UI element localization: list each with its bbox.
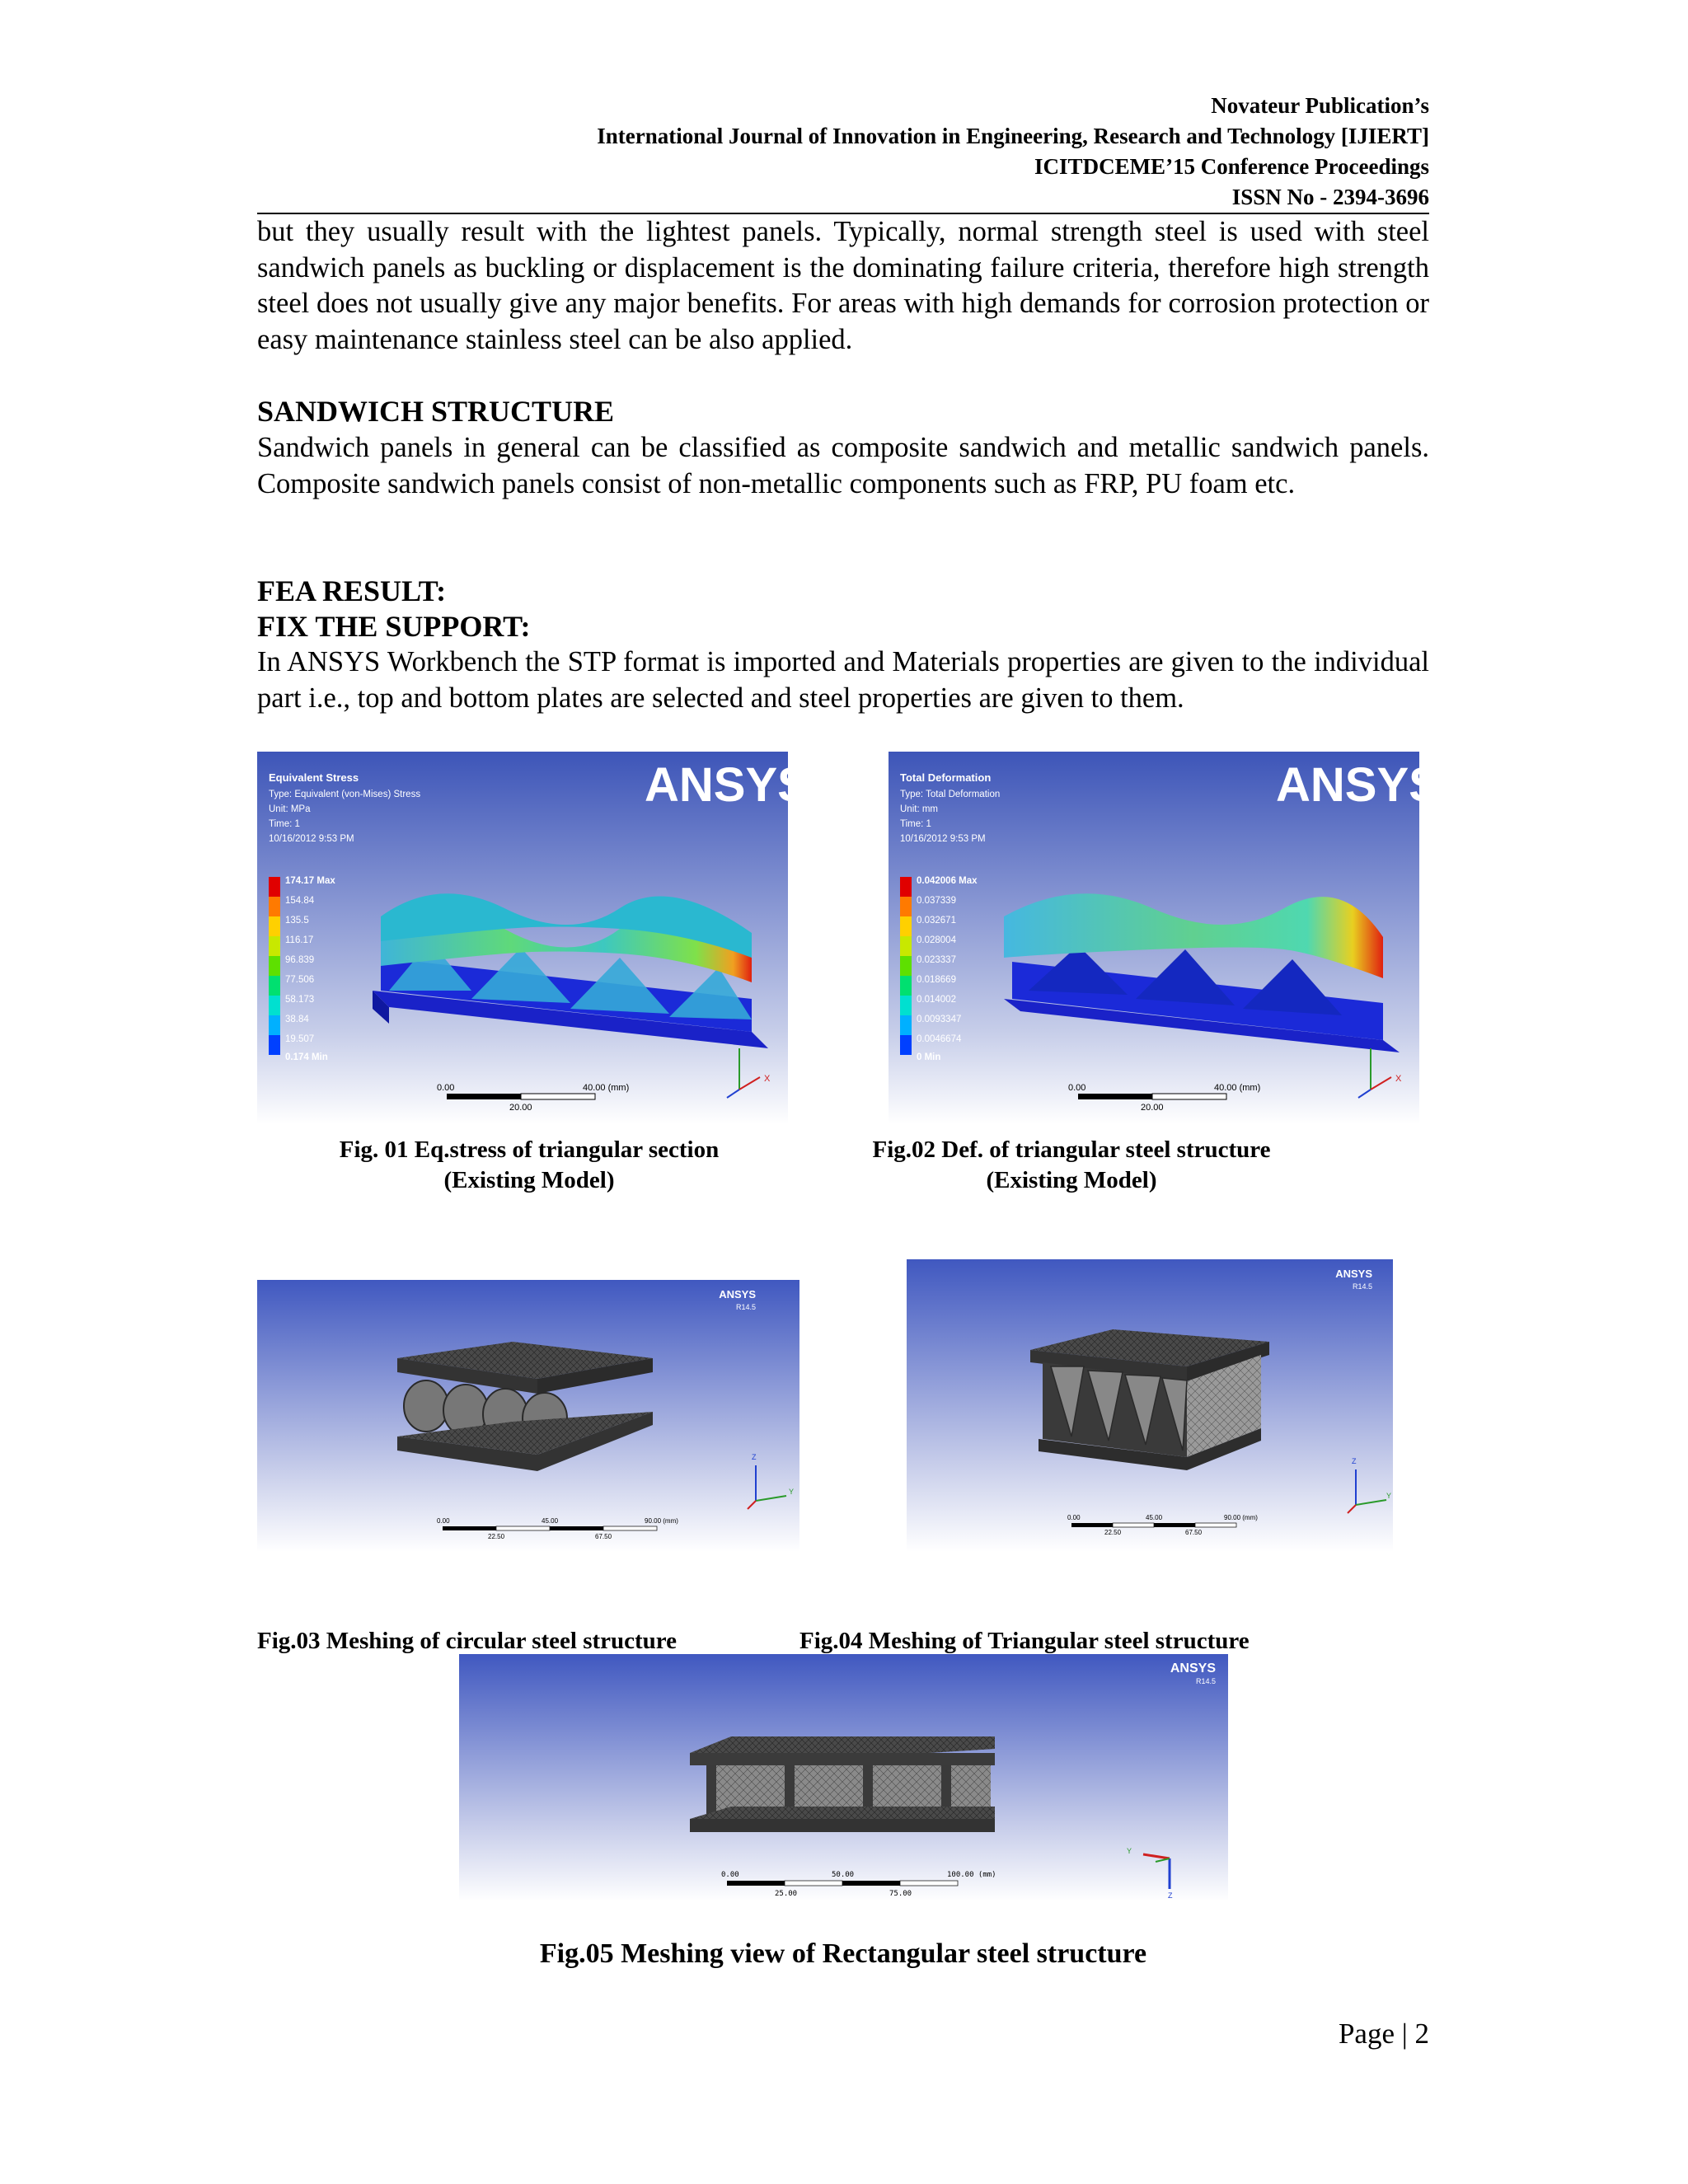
plot-unit: Unit: mm [900,804,938,814]
circular-mesh-view [257,1280,799,1552]
axis-label: X [764,1074,771,1084]
plot-type: Type: Total Deformation [900,790,1001,799]
figure-2-caption [812,1135,1331,1196]
heading-fix-support: FIX THE SUPPORT: [257,610,531,643]
scale-label: 50.00 [832,1871,855,1879]
legend-value: 154.84 [285,896,315,906]
paragraph-ansys: In ANSYS Workbench the STP format is imported and Materials properties are given to the individual part i.e., top and bottom plates are selected and steel properties are given to them. [257,646,1429,714]
ansys-logo: ANSYS [1276,758,1441,812]
legend-value: 0.032671 [917,916,956,926]
legend-value: 0.174 Min [285,1052,328,1062]
figure-circular-mesh [257,1280,799,1552]
scale-label: 67.50 [595,1533,612,1540]
ansys-logo: ANSYS [645,758,809,812]
scale-label: 25.00 [775,1890,798,1898]
triangular-mesh-view [907,1259,1393,1552]
scale-label: 90.00 (mm) [645,1517,678,1525]
caption-line: Fig. 01 Eq.stress of triangular section [339,1137,720,1163]
scale-label: 90.00 (mm) [1224,1514,1258,1521]
legend-value: 0 Min [917,1052,941,1062]
legend-value: 0.0046674 [917,1034,962,1044]
ansys-logo: ANSYS [1335,1268,1372,1280]
scale-label: 40.00 (mm) [1214,1083,1261,1093]
paragraph-sandwich: Sandwich panels in general can be classified as composite sandwich and metallic sandwich panels. Composite sandwich panels consist of non-metallic components such as FRP, PU foam etc. [257,432,1429,499]
figure-5-caption: Fig.05 Meshing view of Rectangular steel structure [539,1938,1147,1969]
conference-name: ICITDCEME’15 Conference Proceedings [1034,154,1429,179]
paragraph-steel: but they usually result with the lightest panels. Typically, normal strength steel is used with steel sandwich panels as buckling or displacement is the dominating failure criteria, therefore high strength steel does not usually give any major benefits. For areas with high demands for corrosion protection or easy maintenance stainless steel can be also applied. [257,216,1429,355]
scale-label: 0.00 [1067,1514,1081,1521]
page-header [597,91,1429,213]
scale-label: 20.00 [509,1103,532,1113]
fea-deformation-plot [889,752,1441,1124]
scale-label: 67.50 [1185,1529,1203,1536]
journal-name: International Journal of Innovation in Engineering, Research and Technology [IJIERT] [597,124,1429,148]
scale-label: 22.50 [1104,1529,1122,1536]
caption-line: (Existing Model) [986,1167,1157,1193]
axis-label: Z [1168,1891,1173,1900]
legend-value: 0.014002 [917,995,956,1005]
ansys-logo: ANSYS [719,1288,756,1301]
caption-line: Fig.02 Def. of triangular steel structure [872,1137,1271,1163]
publisher-name: Novateur Publication’s [1211,93,1429,118]
version-label: R14.5 [1195,1677,1216,1685]
axis-label: Y [1127,1847,1132,1855]
plot-title: Equivalent Stress [269,771,359,784]
axis-label: X [1395,1074,1402,1084]
heading-fea-result: FEA RESULT: [257,574,447,607]
page-number: Page | 2 [1338,2018,1429,2050]
plot-time: Time: 1 [900,819,931,829]
figure-triangular-mesh [907,1259,1393,1552]
heading-sandwich-structure: SANDWICH STRUCTURE [257,395,615,428]
scale-label: 20.00 [1141,1103,1164,1113]
legend-value: 0.018669 [917,975,956,985]
legend-value: 0.0093347 [917,1015,962,1024]
fea-stress-plot [257,752,809,1124]
axis-label: Y [1386,1492,1392,1500]
scale-label: 75.00 [889,1890,912,1898]
legend-value: 0.037339 [917,896,956,906]
figure-rectangular-mesh [459,1654,1228,1901]
scale-label: 40.00 (mm) [583,1083,630,1093]
axis-label: Z [752,1453,757,1461]
scale-label: 22.50 [488,1533,505,1540]
scale-label: 45.00 [1146,1514,1163,1521]
axis-label: Y [789,1488,795,1496]
plot-time: Time: 1 [269,819,300,829]
axis-label: Z [1352,1457,1357,1465]
plot-date: 10/16/2012 9:53 PM [269,834,354,844]
figure-total-deformation [889,752,1441,1124]
ansys-logo: ANSYS [1170,1661,1216,1675]
caption-line: (Existing Model) [443,1167,615,1193]
rectangular-mesh-model [690,1736,995,1832]
legend-value: 77.506 [285,975,315,985]
version-label: R14.5 [735,1303,756,1311]
scale-label: 0.00 [1068,1083,1086,1093]
legend-value: 38.84 [285,1015,309,1024]
scale-label: 45.00 [542,1517,559,1525]
figure-4-caption: Fig.04 Meshing of Triangular steel structure [799,1628,1250,1654]
legend-value: 135.5 [285,916,309,926]
rectangular-mesh-view [459,1654,1228,1901]
legend-value: 174.17 Max [285,876,335,886]
figure-1-caption [257,1135,801,1196]
plot-title: Total Deformation [900,771,992,784]
scale-label: 0.00 [437,1517,450,1525]
scale-label: 100.00 (mm) [947,1871,996,1879]
scale-label: 0.00 [721,1871,739,1879]
legend-value: 0.023337 [917,955,956,965]
issn: ISSN No - 2394-3696 [1231,185,1429,209]
legend-value: 0.042006 Max [917,876,978,886]
legend-value: 58.173 [285,995,315,1005]
figure-equivalent-stress [257,752,809,1124]
legend-value: 19.507 [285,1034,315,1044]
legend-value: 0.028004 [917,935,956,945]
plot-unit: Unit: MPa [269,804,311,814]
legend-value: 116.17 [285,935,314,945]
plot-date: 10/16/2012 9:53 PM [900,834,986,844]
plot-type: Type: Equivalent (von-Mises) Stress [269,790,421,799]
figure-3-caption: Fig.03 Meshing of circular steel structure [257,1628,678,1654]
scale-label: 0.00 [437,1083,455,1093]
triangular-mesh-model [1030,1329,1269,1470]
legend-value: 96.839 [285,955,315,965]
version-label: R14.5 [1352,1282,1372,1291]
